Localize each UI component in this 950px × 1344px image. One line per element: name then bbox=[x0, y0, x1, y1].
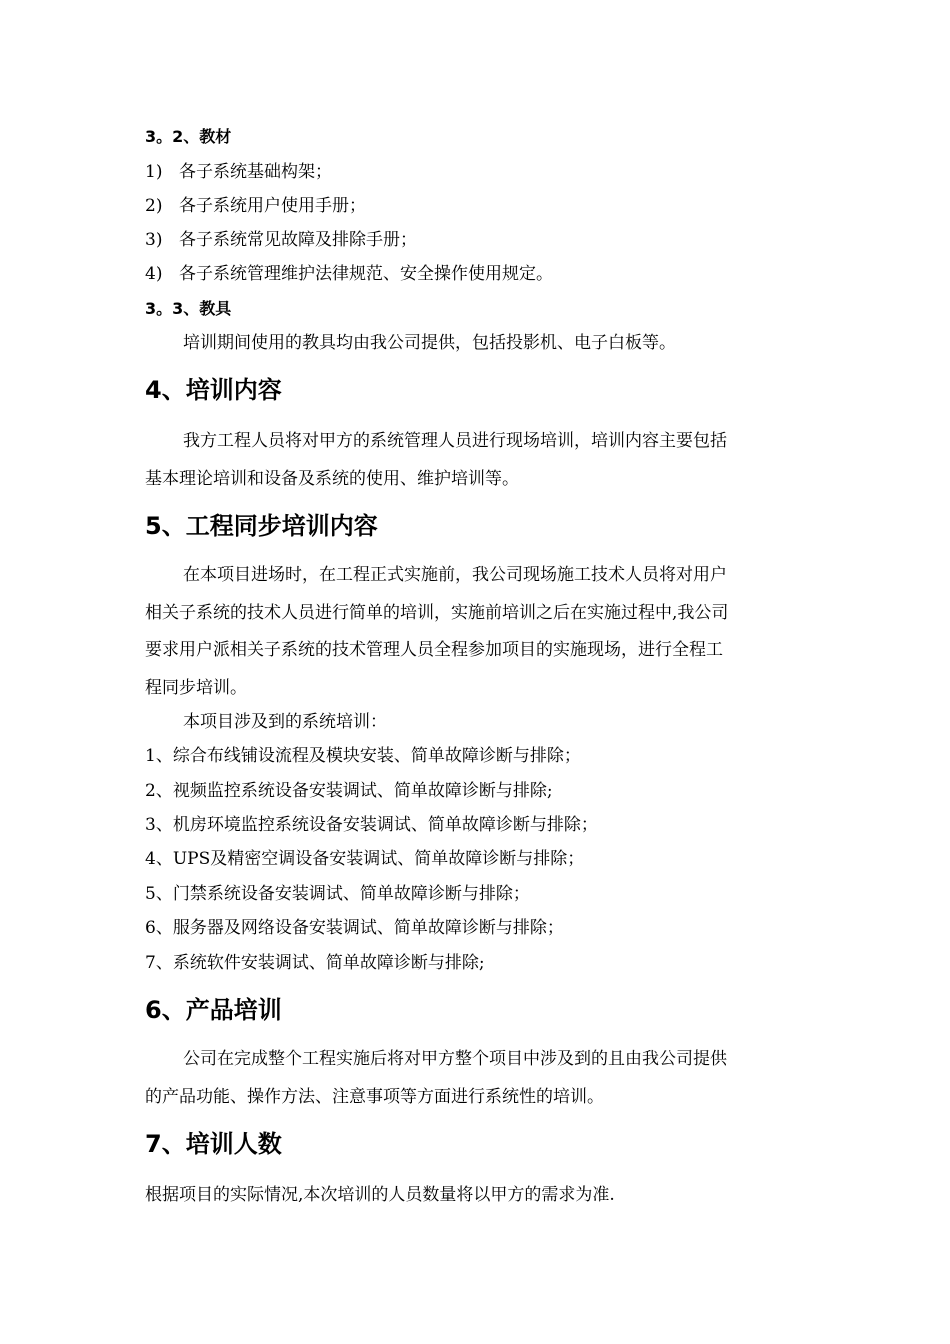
paragraph-intro: 本项目涉及到的系统培训： bbox=[183, 712, 387, 732]
list-item-number: 1) bbox=[145, 162, 163, 182]
list-item: 2、视频监控系统设备安装调试、简单故障诊断与排除; bbox=[145, 781, 553, 801]
paragraph-line: 要求用户派相关子系统的技术管理人员全程参加项目的实施现场，进行全程工 bbox=[145, 640, 723, 660]
list-item: 4、UPS及精密空调设备安装调试、简单故障诊断与排除； bbox=[145, 849, 585, 869]
list-item: 5、门禁系统设备安装调试、简单故障诊断与排除； bbox=[145, 884, 530, 904]
list-item: 1、综合布线铺设流程及模块安装、简单故障诊断与排除； bbox=[145, 746, 581, 766]
section-heading-5: 5、工程同步培训内容 bbox=[145, 512, 378, 540]
paragraph-line: 在本项目进场时，在工程正式实施前，我公司现场施工技术人员将对用户 bbox=[183, 565, 727, 585]
paragraph-line: 相关子系统的技术人员进行简单的培训，实施前培训之后在实施过程中,我公司 bbox=[145, 603, 729, 623]
paragraph-line: 基本理论培训和设备及系统的使用、维护培训等。 bbox=[145, 469, 519, 489]
section-heading-7: 7、培训人数 bbox=[145, 1130, 282, 1158]
list-item bbox=[145, 161, 332, 183]
paragraph-line: 我方工程人员将对甲方的系统管理人员进行现场培训，培训内容主要包括 bbox=[183, 431, 727, 451]
list-item bbox=[145, 229, 417, 251]
paragraph: 培训期间使用的教具均由我公司提供，包括投影机、电子白板等。 bbox=[183, 333, 676, 353]
subheading-3-2: 3。2、教材 bbox=[145, 127, 232, 146]
list-item-number: 4) bbox=[145, 264, 163, 284]
section-heading-6: 6、产品培训 bbox=[145, 996, 282, 1024]
subheading-3-3: 3。3、教具 bbox=[145, 299, 232, 318]
list-item-text: 各子系统常见故障及排除手册； bbox=[179, 230, 417, 250]
list-item: 3、机房环境监控系统设备安装调试、简单故障诊断与排除； bbox=[145, 815, 598, 835]
paragraph: 根据项目的实际情况,本次培训的人员数量将以甲方的需求为准. bbox=[145, 1185, 615, 1205]
list-item: 6、服务器及网络设备安装调试、简单故障诊断与排除； bbox=[145, 918, 564, 938]
list-item bbox=[145, 195, 366, 217]
paragraph-line: 的产品功能、操作方法、注意事项等方面进行系统性的培训。 bbox=[145, 1087, 604, 1107]
section-heading-4: 4、培训内容 bbox=[145, 376, 282, 404]
list-item-text: 各子系统基础构架； bbox=[179, 162, 332, 182]
list-item: 7、系统软件安装调试、简单故障诊断与排除; bbox=[145, 953, 485, 973]
paragraph-line: 公司在完成整个工程实施后将对甲方整个项目中涉及到的且由我公司提供 bbox=[183, 1049, 727, 1069]
list-item bbox=[145, 263, 553, 285]
paragraph-line: 程同步培训。 bbox=[145, 678, 247, 698]
list-item-text: 各子系统用户使用手册； bbox=[179, 196, 366, 216]
list-item-number: 3) bbox=[145, 230, 163, 250]
list-item-number: 2) bbox=[145, 196, 163, 216]
list-item-text: 各子系统管理维护法律规范、安全操作使用规定。 bbox=[179, 264, 553, 284]
